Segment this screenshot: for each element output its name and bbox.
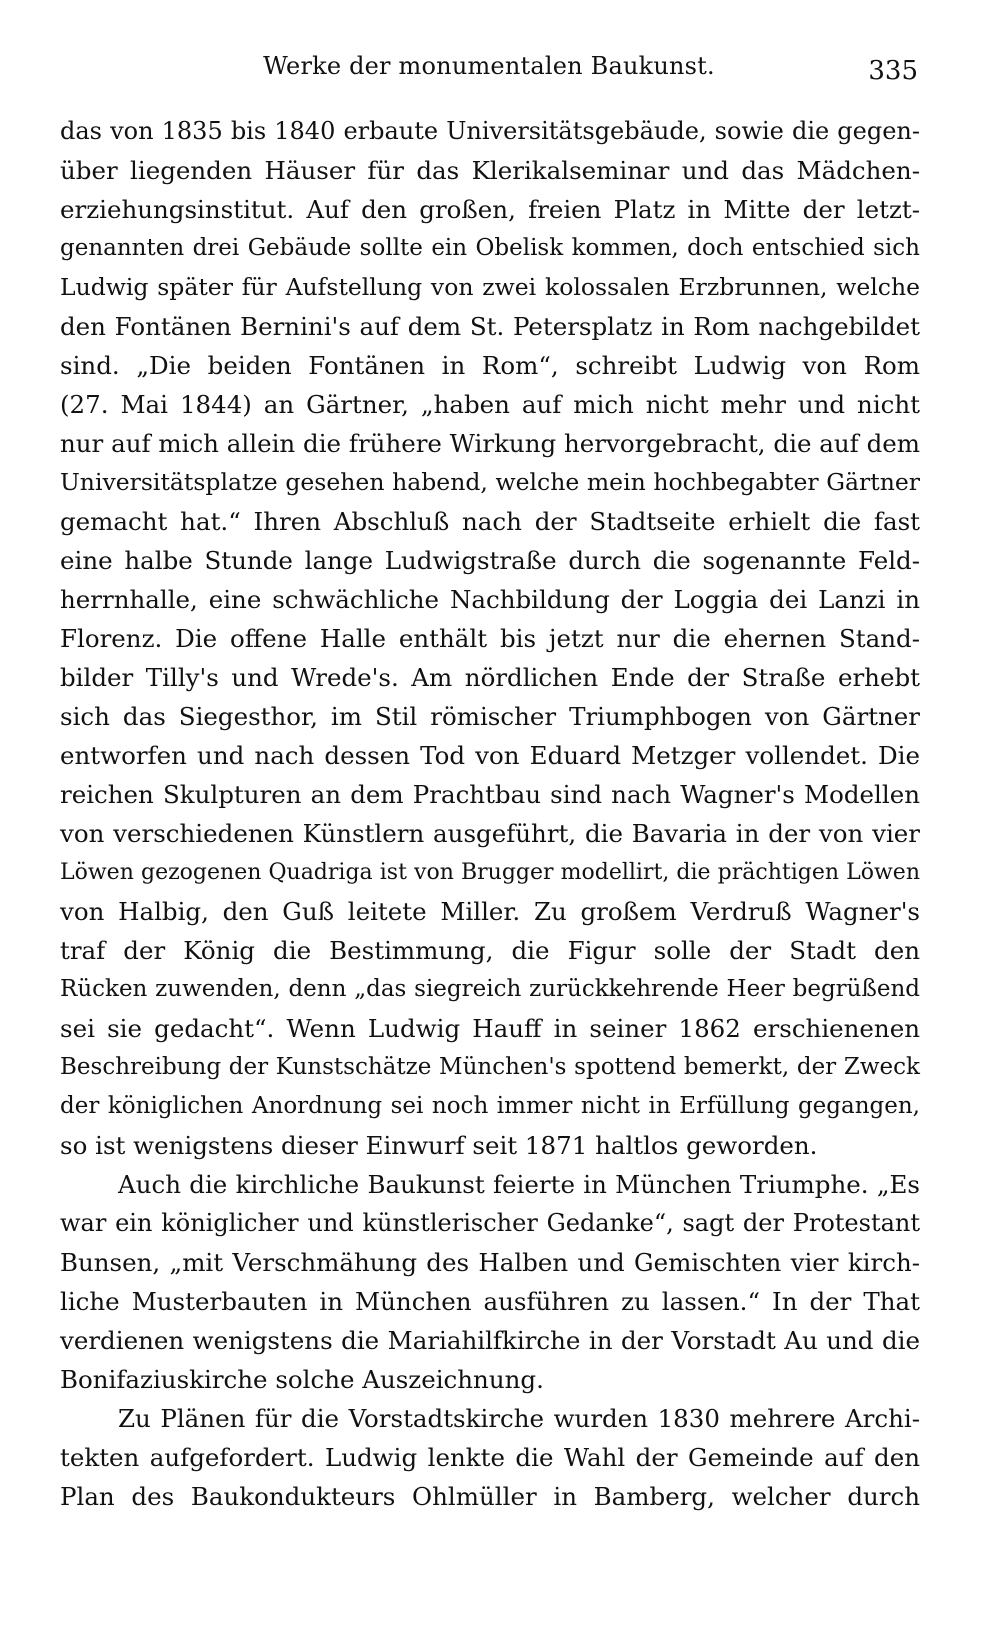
text-line: Auch die kirchliche Baukunst feierte in München Triumphe. „Es [118,1170,920,1199]
text-line: bilder Tilly's und Wrede's. Am nördlichen Ende der Straße erhebt [60,663,920,692]
text-line: den Fontänen Bernini's auf dem St. Petersplatz in Rom nachgebildet [60,312,920,341]
text-line: traf der König die Bestimmung, die Figur solle der Stadt den [60,936,920,965]
text-line: reichen Skulpturen an dem Prachtbau sind nach Wagner's Modellen [60,780,920,809]
text-line: von verschiedenen Künstlern ausgeführt, die Bavaria in der von vier [60,819,920,848]
text-line: sei sie gedacht“. Wenn Ludwig Hauff in seiner 1862 erschienenen [60,1014,920,1043]
running-title: Werke der monumentalen Baukunst. [263,52,715,80]
text-line: genannten drei Gebäude sollte ein Obelisk kommen, doch entschied sich [60,235,920,261]
text-line: erziehungsinstitut. Auf den großen, freien Platz in Mitte der letzt- [60,195,920,224]
text-line: verdienen wenigstens die Mariahilfkirche in der Vorstadt Au und die [60,1326,920,1355]
text-line: das von 1835 bis 1840 erbaute Universitätsgebäude, sowie die gegen- [60,117,920,145]
text-line: sich das Siegesthor, im Stil römischer Triumphbogen von Gärtner [60,702,920,731]
text-line: Bunsen, „mit Verschmähung des Halben und Gemischten vier kirch- [60,1248,920,1277]
text-line: über liegenden Häuser für das Klerikalseminar und das Mädchen- [60,156,920,185]
text-line: Universitätsplatze gesehen habend, welche mein hochbegabter Gärtner [60,468,920,496]
text-line: sind. „Die beiden Fontänen in Rom“, schreibt Ludwig von Rom [60,351,920,380]
text-line: Zu Plänen für die Vorstadtskirche wurden 1830 mehrere Archi- [118,1404,920,1433]
text-line: Rücken zuwenden, denn „das siegreich zurückkehrende Heer begrüßend [60,976,920,1002]
text-line: Beschreibung der Kunstschätze München's spottend bemerkt, der Zweck [60,1054,920,1080]
text-line: so ist wenigstens dieser Einwurf seit 1871 haltlos geworden. [60,1131,818,1160]
text-line: Löwen gezogenen Quadriga ist von Brugger modellirt, die prächtigen Löwen [60,860,920,885]
text-line: gemacht hat.“ Ihren Abschluß nach der Stadtseite erhielt die fast [60,507,920,536]
text-line: Florenz. Die offene Halle enthält bis jetzt nur die ehernen Stand- [60,624,920,653]
text-line: herrnhalle, eine schwächliche Nachbildung der Loggia dei Lanzi in [60,585,920,614]
body-text [60,112,920,1516]
paragraph [60,1165,920,1399]
paragraph [60,1399,920,1516]
text-line: (27. Mai 1844) an Gärtner, „haben auf mich nicht mehr und nicht [60,390,920,419]
text-line: Ludwig später für Aufstellung von zwei kolossalen Erzbrunnen, welche [60,273,920,301]
text-line: liche Musterbauten in München ausführen zu lassen.“ In der That [60,1287,920,1316]
text-line: tekten aufgefordert. Ludwig lenkte die Wahl der Gemeinde auf den [60,1443,920,1472]
text-line: war ein königlicher und künstlerischer Gedanke“, sagt der Protestant [60,1209,920,1237]
page-header [60,52,918,92]
text-line: Bonifaziuskirche solche Auszeichnung. [60,1365,544,1394]
text-line: eine halbe Stunde lange Ludwigstraße durch die sogenannte Feld- [60,546,920,575]
text-line: Plan des Baukondukteurs Ohlmüller in Bamberg, welcher durch [60,1482,920,1511]
page-number: 335 [868,56,918,86]
paragraph [60,112,920,1165]
text-line: entworfen und nach dessen Tod von Eduard Metzger vollendet. Die [60,741,920,770]
text-line: der königlichen Anordnung sei noch immer nicht in Erfüllung gegangen, [60,1093,920,1119]
text-line: von Halbig, den Guß leitete Miller. Zu großem Verdruß Wagner's [60,897,920,926]
text-line: nur auf mich allein die frühere Wirkung hervorgebracht, die auf dem [60,429,920,458]
